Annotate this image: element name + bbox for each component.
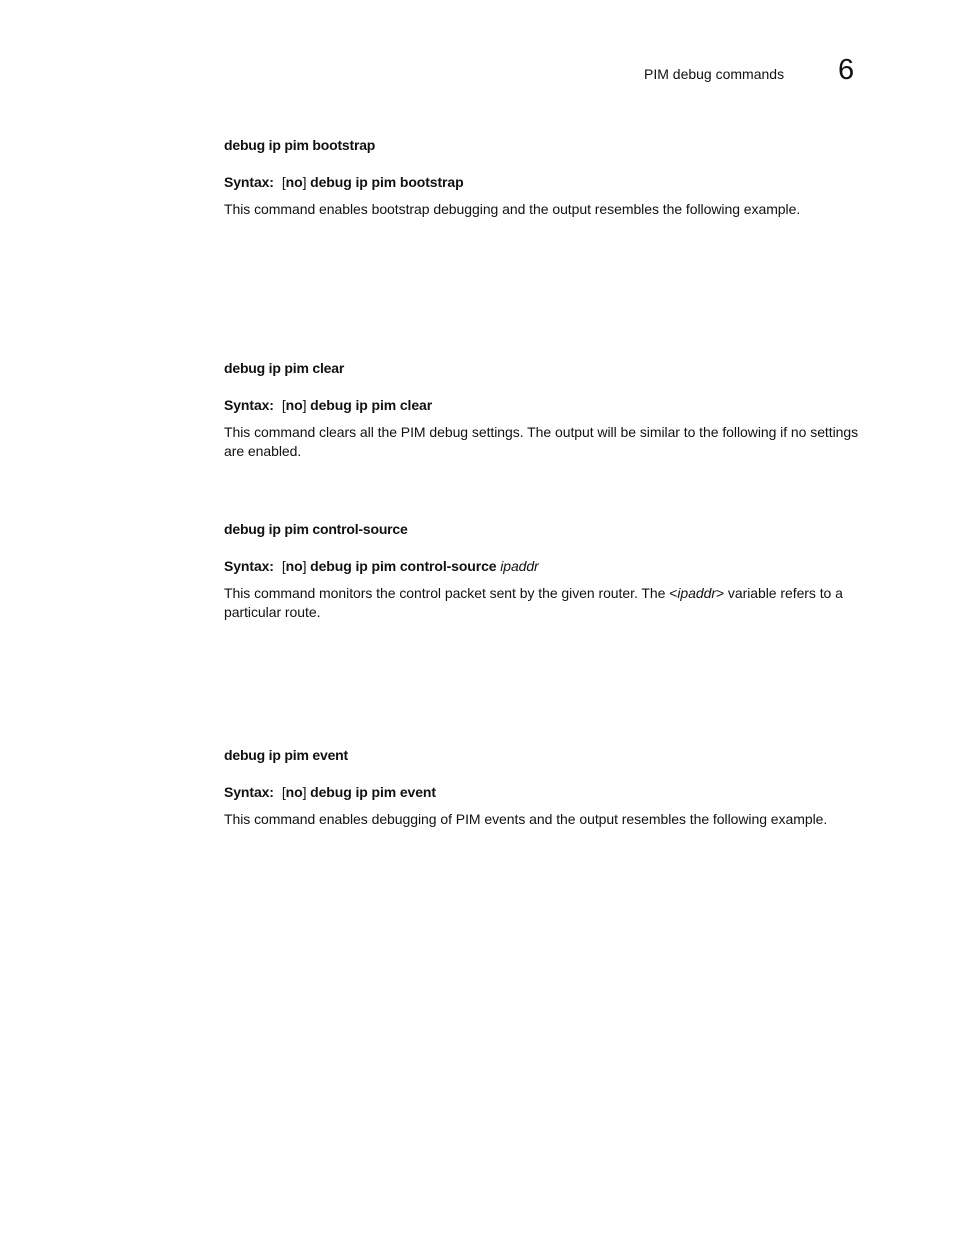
syntax-command: debug ip pim clear xyxy=(310,397,433,413)
description-text-start: This command monitors the control packet sent by the given router. The < xyxy=(224,585,678,601)
syntax-command: debug ip pim control-source xyxy=(310,558,497,574)
description-text-end: > variable refers to a particular route. xyxy=(224,585,843,620)
section-debug-ip-pim-event xyxy=(224,746,874,829)
command-heading: debug ip pim control-source xyxy=(224,521,408,537)
syntax-open-bracket: [ xyxy=(281,558,286,574)
command-heading: debug ip pim clear xyxy=(224,360,345,376)
section-debug-ip-pim-control-source xyxy=(224,520,874,622)
syntax-close-bracket: ] xyxy=(302,784,307,800)
syntax-no-keyword: no xyxy=(285,174,303,190)
running-header-title: PIM debug commands xyxy=(644,66,785,82)
command-heading: debug ip pim event xyxy=(224,747,348,763)
syntax-label: Syntax: xyxy=(224,397,274,413)
command-description: This command enables bootstrap debugging and the output resembles the following example. xyxy=(224,201,801,217)
syntax-line xyxy=(224,396,874,414)
command-heading: debug ip pim bootstrap xyxy=(224,137,376,153)
syntax-label: Syntax: xyxy=(224,174,274,190)
syntax-label: Syntax: xyxy=(224,784,274,800)
description-variable: ipaddr xyxy=(677,585,716,601)
syntax-line xyxy=(224,783,874,801)
command-description: This command enables debugging of PIM events and the output resembles the following example. xyxy=(224,811,828,827)
syntax-open-bracket: [ xyxy=(281,397,286,413)
syntax-close-bracket: ] xyxy=(302,174,307,190)
command-description xyxy=(224,584,874,622)
syntax-line xyxy=(224,557,874,575)
section-debug-ip-pim-clear xyxy=(224,359,874,461)
chapter-number: 6 xyxy=(838,54,855,86)
syntax-parameter: ipaddr xyxy=(500,558,539,574)
syntax-close-bracket: ] xyxy=(302,397,307,413)
syntax-command: debug ip pim event xyxy=(310,784,436,800)
syntax-no-keyword: no xyxy=(285,784,303,800)
syntax-line xyxy=(224,173,874,191)
syntax-command: debug ip pim bootstrap xyxy=(310,174,464,190)
syntax-no-keyword: no xyxy=(285,397,303,413)
syntax-open-bracket: [ xyxy=(281,784,286,800)
syntax-close-bracket: ] xyxy=(302,558,307,574)
section-debug-ip-pim-bootstrap xyxy=(224,136,874,219)
syntax-open-bracket: [ xyxy=(281,174,286,190)
syntax-no-keyword: no xyxy=(285,558,303,574)
syntax-label: Syntax: xyxy=(224,558,274,574)
command-description: This command clears all the PIM debug settings. The output will be similar to the following if no settings are enabled. xyxy=(224,424,859,459)
